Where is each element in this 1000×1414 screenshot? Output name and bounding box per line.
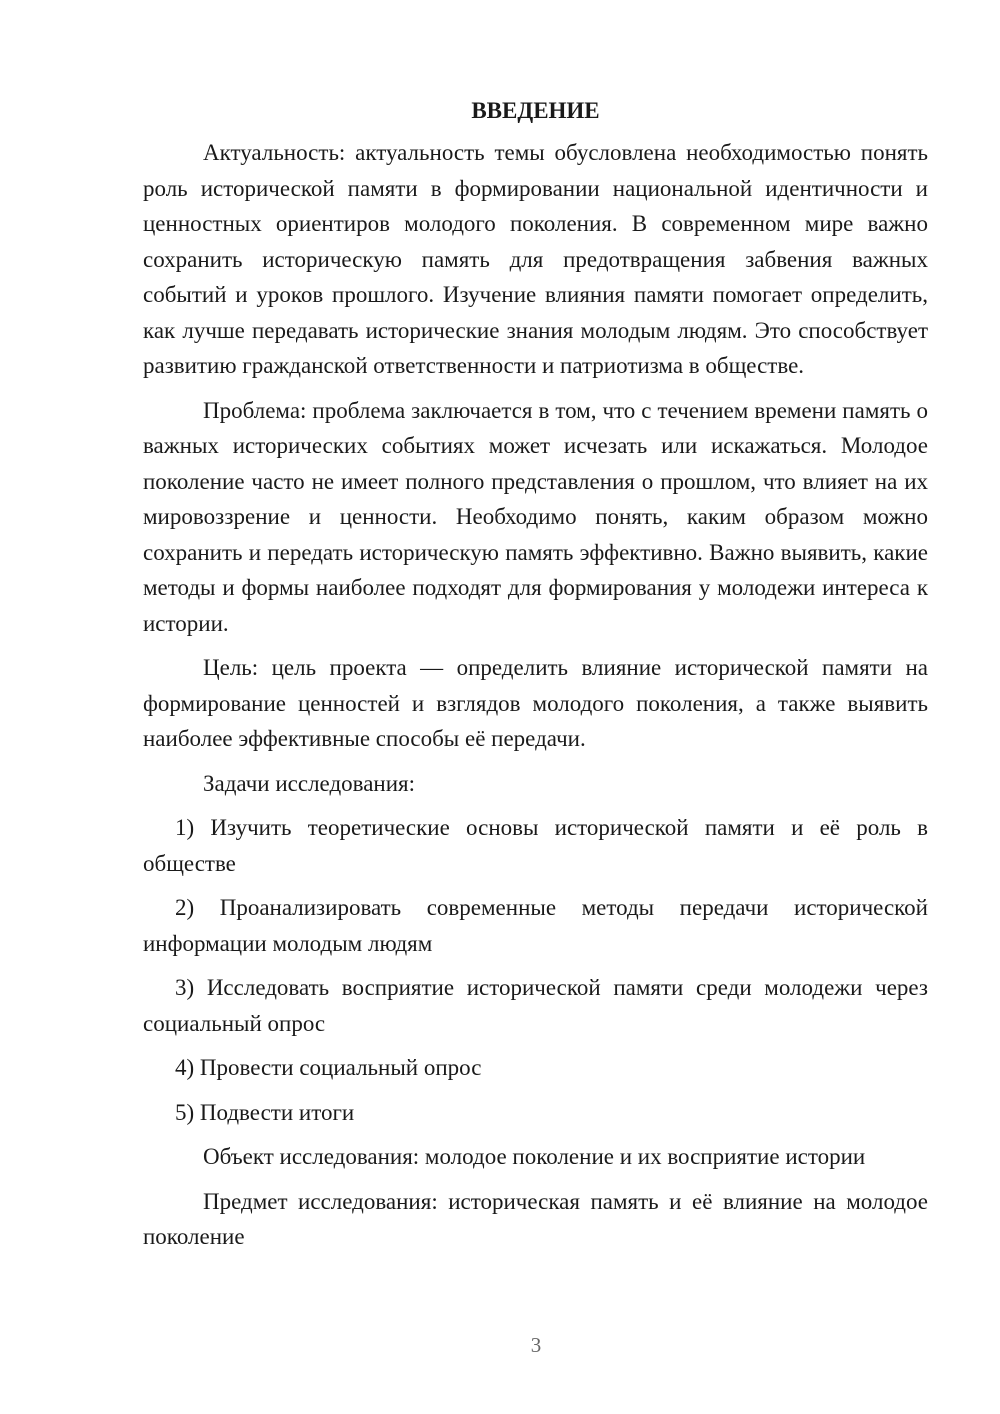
paragraph-subject: Предмет исследования: историческая память и её влияние на молодое поколение (143, 1188, 928, 1249)
page-number: 3 (530, 1333, 542, 1357)
page-title: ВВЕДЕНИЕ (471, 98, 600, 123)
task-item-5: 5) Подвести итоги (175, 1099, 355, 1125)
page-content (143, 96, 928, 1264)
paragraph-goal: Цель: цель проекта — определить влияние исторической памяти на формирование ценностей и взглядов молодого поколения, а также выявить наиболее эффективные способы её передачи. (143, 655, 928, 751)
task-item-2: 2) Проанализировать современные методы передачи исторической информации молодым людям (143, 895, 928, 956)
task-item-1: 1) Изучить теоретические основы исторической памяти и её роль в обществе (143, 815, 928, 876)
task-item-3: 3) Исследовать восприятие исторической памяти среди молодежи через социальный опрос (143, 975, 928, 1036)
paragraph-relevance: Актуальность: актуальность темы обусловлена необходимостью понять роль исторической памяти в формировании национальной идентичности и ценностных ориентиров молодого поколения. В современном мире важно сохранить историческую память для предотвращения забвения важных событий и уроков прошлого. Изучение влияния памяти помогает определить, как лучше передавать исторические знания молодым людям. Это способствует развитию гражданской ответственности и патриотизма в обществе. (143, 140, 928, 378)
task-item-4: 4) Провести социальный опрос (175, 1055, 482, 1080)
paragraph-object: Объект исследования: молодое поколение и их восприятие истории (203, 1144, 866, 1169)
tasks-heading: Задачи исследования: (203, 770, 416, 796)
paragraph-problem: Проблема: проблема заключается в том, что с течением времени память о важных исторических событиях может исчезать или искажаться. Молодое поколение часто не имеет полного представления о прошлом, что влияет на их мировоззрение и ценности. Необходимо понять, каким образом можно сохранить и передать историческую память эффективно. Важно выявить, какие методы и формы наиболее подходят для формирования у молодежи интереса к истории. (143, 397, 928, 636)
